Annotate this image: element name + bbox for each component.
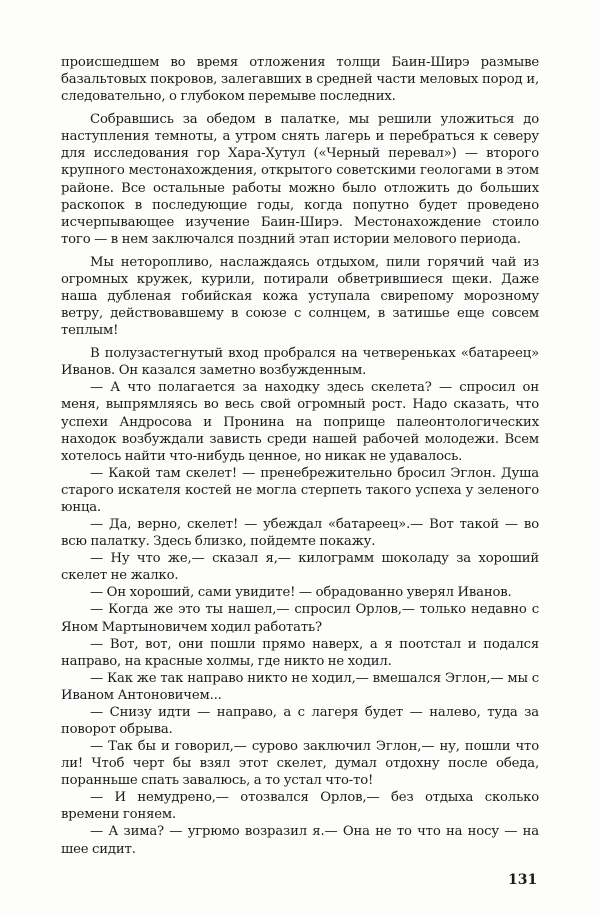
paragraph: В полузастегнутый вход пробрался на четвереньках «батареец» Иванов. Он казался заметно возбужденным. xyxy=(61,346,539,379)
paragraph: Мы неторопливо, наслаждаясь отдыхом, пили горячий чай из огромных кружек, курили, потирали обветрившиеся щеки. Даже наша дубленая гобийская кожа уступала свирепому морозному ветру, действовавшему в союзе с солнцем, в затишье еще совсем теплым! xyxy=(61,254,539,339)
dialogue-line: — А зима? — угрюмо возразил я.— Она не то что на носу — на шее сидит. xyxy=(61,824,539,857)
dialogue-line: — Когда же это ты нашел,— спросил Орлов,— только недавно с Яном Мартыновичем ходил работать? xyxy=(61,602,539,635)
dialogue-line: — А что полагается за находку здесь скелета? — спросил он меня, выпрямляясь во весь свой огромный рост. Надо сказать, что успехи Андросова и Пронина на поприще палеонтологических находок возбуждали зависть среди нашей рабочей молодежи. Всем хотелось найти что-нибудь ценное, но никак не удавалось. xyxy=(61,380,539,464)
paragraph: Собравшись за обедом в палатке, мы решили уложиться до наступления темноты, а утром снять лагерь и перебраться к северу для исследования гор Хара-Хутул («Черный перевал») — второго крупного местонахождения, открытого советскими геологами в этом районе. Все остальные работы можно было отложить до больших раскопок в последующие годы, когда попутно будет проведено исчерпывающее изучение Баин-Ширэ. Местонахождение стоило того — в нем заключался поздний этап истории мелового периода. xyxy=(61,112,539,247)
dialogue-line: — Как же так направо никто не ходил,— вмешался Эглон,— мы с Иваном Антоновичем... xyxy=(61,670,539,703)
dialogue-line: — Вот, вот, они пошли прямо наверх, а я поотстал и подался направо, на красные холмы, где никто не ходил. xyxy=(61,636,539,669)
dialogue-line: — Снизу идти — направо, а с лагеря будет — налево, туда за поворот обрыва. xyxy=(61,704,539,737)
dialogue-line: — Он хороший, сами увидите! — обрадованно уверял Иванов. xyxy=(90,585,512,601)
paragraph: происшедшем во время отложения толщи Баин-Ширэ размыве базальтовых покровов, залегавших в средней части меловых пород и, следовательно, о глубоком перемыве последних. xyxy=(61,55,539,105)
dialogue-line: — Да, верно, скелет! — убеждал «батареец».— Вот такой — во всю палатку. Здесь близко, пойдемте покажу. xyxy=(61,517,539,550)
dialogue-line: — Так бы и говорил,— сурово заключил Эглон,— ну, пошли что ли! Чтоб черт бы взял этот скелет, думал отдохну после обеда, поранньше спать завалюсь, а то устал что-то! xyxy=(61,739,539,789)
body-text xyxy=(61,54,539,858)
dialogue-line: — И немудрено,— отозвался Орлов,— без отдыха сколько времени гоняем. xyxy=(61,790,539,823)
page-number: 131 xyxy=(508,872,538,888)
dialogue-line: — Ну что же,— сказал я,— килограмм шоколаду за хороший скелет не жалко. xyxy=(61,551,539,584)
dialogue-line: — Какой там скелет! — пренебрежительно бросил Эглон. Душа старого искателя костей не могла стерпеть такого успеха у зеленого юнца. xyxy=(61,465,539,515)
